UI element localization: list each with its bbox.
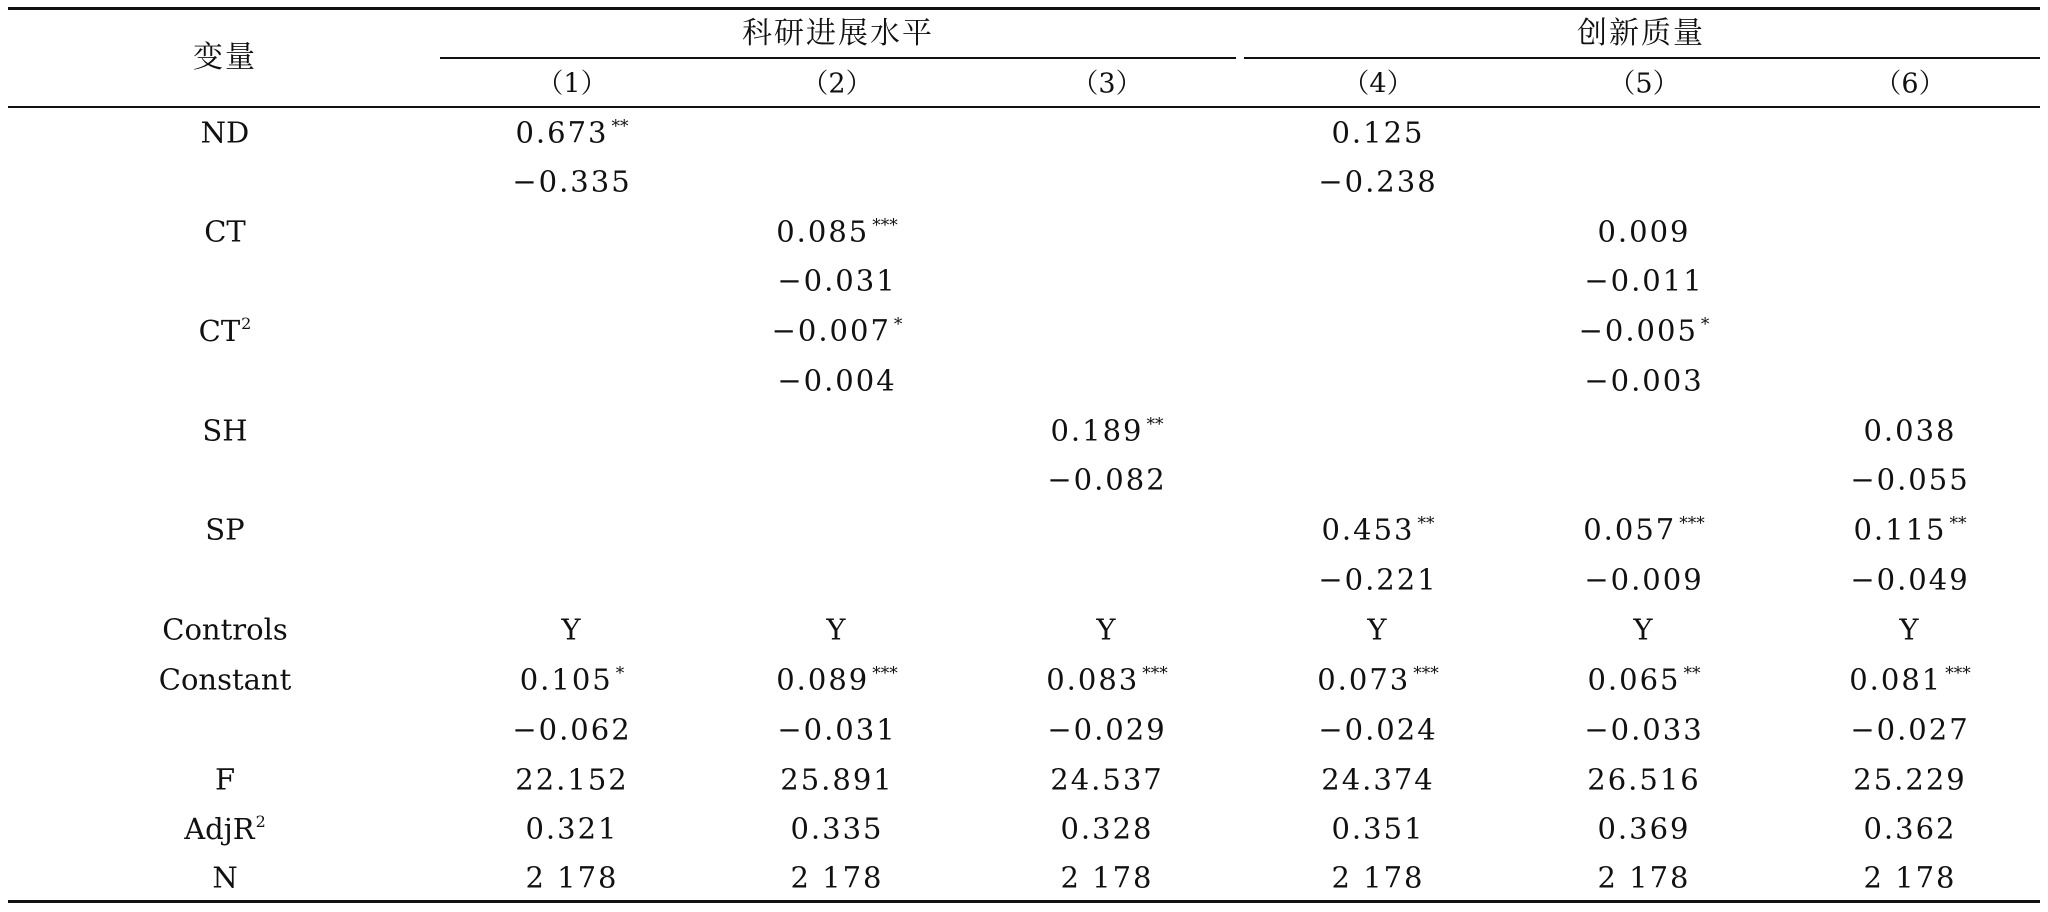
column-label-5-text: （5） (1608, 68, 1680, 100)
se-cell (1318, 562, 1438, 597)
stat-label-n-text: N (212, 860, 238, 895)
significance-stars: *** (1945, 663, 1971, 684)
group-underline-2 (1244, 57, 2040, 59)
stat-cell (1853, 762, 1967, 797)
stat-cell (1060, 811, 1154, 846)
se-cell-text: −0.029 (1047, 712, 1167, 747)
stat-cell (1321, 762, 1435, 797)
group-header-research-progress: 科研进展水平 (742, 16, 934, 51)
coef-cell (776, 214, 898, 249)
se-cell (1850, 462, 1970, 497)
variable-label-sh (202, 413, 248, 448)
group-header-innovation-quality: 创新质量 (1577, 16, 1705, 51)
stat-cell (780, 762, 894, 797)
se-cell-text: −0.062 (512, 712, 632, 747)
se-cell-text: −0.011 (1584, 263, 1704, 298)
coef-cell (1597, 214, 1691, 249)
stat-cell (1863, 860, 1957, 895)
se-cell (1047, 712, 1167, 747)
coef-cell (771, 313, 903, 348)
significance-stars: *** (872, 663, 898, 684)
header-rule (8, 106, 2040, 108)
stat-cell (1331, 811, 1425, 846)
coef-cell-text: −0.005 (1578, 313, 1698, 348)
coef-cell-text: −0.007 (771, 313, 891, 348)
variable-label-sh-text: SH (202, 413, 248, 448)
column-label-6-text: （6） (1874, 68, 1946, 100)
coef-cell (515, 115, 629, 150)
controls-cell-text: Y (826, 612, 848, 647)
coef-cell-text: 0.083 (1046, 662, 1140, 697)
significance-stars: *** (1413, 663, 1439, 684)
stat-cell (1060, 860, 1154, 895)
se-cell (777, 712, 897, 747)
stat-cell (790, 811, 884, 846)
se-cell-text: −0.238 (1318, 164, 1438, 199)
coef-cell (1587, 662, 1701, 697)
controls-cell-text: Y (1633, 612, 1655, 647)
column-label-1-text: （1） (536, 68, 608, 100)
significance-stars: * (1700, 314, 1710, 335)
se-cell (777, 363, 897, 398)
controls-cell (1096, 612, 1118, 647)
se-cell-text: −0.221 (1318, 562, 1438, 597)
stat-cell-text: 25.229 (1853, 762, 1967, 797)
significance-stars: ** (1146, 414, 1164, 435)
coef-cell (1849, 662, 1971, 697)
se-cell (1318, 164, 1438, 199)
controls-cell-text: Y (561, 612, 583, 647)
stat-cell-text: 24.374 (1321, 762, 1435, 797)
group-underline-1 (440, 57, 1236, 59)
stat-cell-text: 25.891 (780, 762, 894, 797)
se-cell-text: −0.003 (1584, 363, 1704, 398)
stat-cell (1331, 860, 1425, 895)
variable-label-sp-text: SP (205, 512, 245, 547)
se-cell (1584, 562, 1704, 597)
stat-label-adjr (184, 814, 266, 844)
stat-cell (515, 762, 629, 797)
column-label-2-text: （2） (801, 68, 873, 100)
significance-stars: ** (1949, 513, 1967, 534)
coef-cell-text: 0.115 (1853, 512, 1947, 547)
coef-cell (1583, 512, 1705, 547)
variable-label-ct-sq-text: CT (198, 314, 241, 348)
stat-label-f (214, 762, 236, 797)
stat-label-n (212, 860, 238, 895)
stat-cell-text: 22.152 (515, 762, 629, 797)
stat-cell (525, 860, 619, 895)
coef-cell-text: 0.105 (519, 662, 613, 697)
stat-label-adjr-text: AdjR (184, 812, 255, 846)
corner-label: 变量 (193, 40, 257, 75)
se-cell-text: −0.335 (512, 164, 632, 199)
stat-cell-text: 0.321 (525, 811, 619, 846)
se-cell (1850, 562, 1970, 597)
coef-cell-text: 0.125 (1331, 115, 1425, 150)
stat-cell (1050, 762, 1164, 797)
controls-label (162, 612, 288, 647)
coef-cell (1046, 662, 1168, 697)
stat-cell-text: 2 178 (1331, 860, 1425, 895)
se-cell (1318, 712, 1438, 747)
stat-cell (790, 860, 884, 895)
se-cell (777, 263, 897, 298)
controls-cell-text: Y (1096, 612, 1118, 647)
stat-cell-text: 0.369 (1597, 811, 1691, 846)
coef-cell-text: 0.085 (776, 214, 870, 249)
variable-label-sp (205, 512, 245, 547)
coef-cell (1853, 512, 1967, 547)
se-cell (1584, 363, 1704, 398)
se-cell-text: −0.082 (1047, 462, 1167, 497)
column-label-2 (801, 68, 873, 100)
stat-cell-text: 2 178 (1060, 860, 1154, 895)
superscript: 2 (241, 314, 252, 333)
significance-stars: ** (1683, 663, 1701, 684)
coef-cell (1317, 662, 1439, 697)
significance-stars: *** (1679, 513, 1705, 534)
se-cell (1584, 263, 1704, 298)
stat-cell (525, 811, 619, 846)
controls-cell-text: Y (1367, 612, 1389, 647)
se-cell (1047, 462, 1167, 497)
controls-cell (1367, 612, 1389, 647)
stat-cell (1587, 762, 1701, 797)
significance-stars: *** (1142, 663, 1168, 684)
se-cell-text: −0.031 (777, 712, 897, 747)
controls-cell (561, 612, 583, 647)
se-cell (1850, 712, 1970, 747)
stat-cell-text: 0.335 (790, 811, 884, 846)
se-cell-text: −0.024 (1318, 712, 1438, 747)
coef-cell (1578, 313, 1710, 348)
coef-cell-text: 0.009 (1597, 214, 1691, 249)
column-label-5 (1608, 68, 1680, 100)
variable-label-nd-text: ND (200, 115, 250, 150)
stat-cell (1597, 811, 1691, 846)
se-cell (512, 164, 632, 199)
column-label-6 (1874, 68, 1946, 100)
coef-cell (1863, 413, 1957, 448)
superscript: 2 (255, 812, 266, 831)
variable-label-ct (204, 214, 246, 249)
stat-cell-text: 0.351 (1331, 811, 1425, 846)
coef-cell-text: 0.189 (1050, 413, 1144, 448)
stat-cell-text: 26.516 (1587, 762, 1701, 797)
coef-cell-text: 0.065 (1587, 662, 1681, 697)
se-cell (1584, 712, 1704, 747)
column-label-4 (1342, 68, 1414, 100)
stat-cell-text: 0.362 (1863, 811, 1957, 846)
se-cell-text: −0.033 (1584, 712, 1704, 747)
stat-cell-text: 2 178 (1863, 860, 1957, 895)
stat-cell-text: 2 178 (790, 860, 884, 895)
se-cell-text: −0.004 (777, 363, 897, 398)
stat-label-f-text: F (214, 762, 236, 797)
controls-cell-text: Y (1899, 612, 1921, 647)
coef-cell-text: 0.673 (515, 115, 609, 150)
bottom-rule (8, 900, 2040, 903)
coef-cell-text: 0.081 (1849, 662, 1943, 697)
se-cell-text: −0.031 (777, 263, 897, 298)
se-cell-text: −0.027 (1850, 712, 1970, 747)
significance-stars: * (615, 663, 625, 684)
controls-cell (1899, 612, 1921, 647)
column-label-4-text: （4） (1342, 68, 1414, 100)
coef-cell (1321, 512, 1435, 547)
column-label-1 (536, 68, 608, 100)
variable-label-ct-sq (199, 316, 252, 346)
significance-stars: * (893, 314, 903, 335)
se-cell-text: −0.055 (1850, 462, 1970, 497)
controls-label-text: Controls (162, 612, 288, 647)
variable-label-nd (200, 115, 250, 150)
se-cell (512, 712, 632, 747)
controls-cell (1633, 612, 1655, 647)
significance-stars: ** (611, 116, 629, 137)
constant-label-text: Constant (158, 662, 292, 697)
coef-cell (519, 662, 625, 697)
significance-stars: *** (872, 215, 898, 236)
coef-cell (776, 662, 898, 697)
column-label-3-text: （3） (1071, 68, 1143, 100)
stat-cell-text: 2 178 (1597, 860, 1691, 895)
coef-cell-text: 0.089 (776, 662, 870, 697)
variable-label-ct-text: CT (204, 214, 246, 249)
coef-cell-text: 0.453 (1321, 512, 1415, 547)
top-rule (8, 7, 2040, 10)
coef-cell-text: 0.038 (1863, 413, 1957, 448)
stat-cell-text: 2 178 (525, 860, 619, 895)
stat-cell (1597, 860, 1691, 895)
stat-cell-text: 0.328 (1060, 811, 1154, 846)
stat-cell-text: 24.537 (1050, 762, 1164, 797)
significance-stars: ** (1417, 513, 1435, 534)
column-label-3 (1071, 68, 1143, 100)
coef-cell (1050, 413, 1164, 448)
coef-cell (1331, 115, 1425, 150)
se-cell-text: −0.009 (1584, 562, 1704, 597)
stat-cell (1863, 811, 1957, 846)
coef-cell-text: 0.073 (1317, 662, 1411, 697)
controls-cell (826, 612, 848, 647)
coef-cell-text: 0.057 (1583, 512, 1677, 547)
se-cell-text: −0.049 (1850, 562, 1970, 597)
constant-label (158, 662, 292, 697)
